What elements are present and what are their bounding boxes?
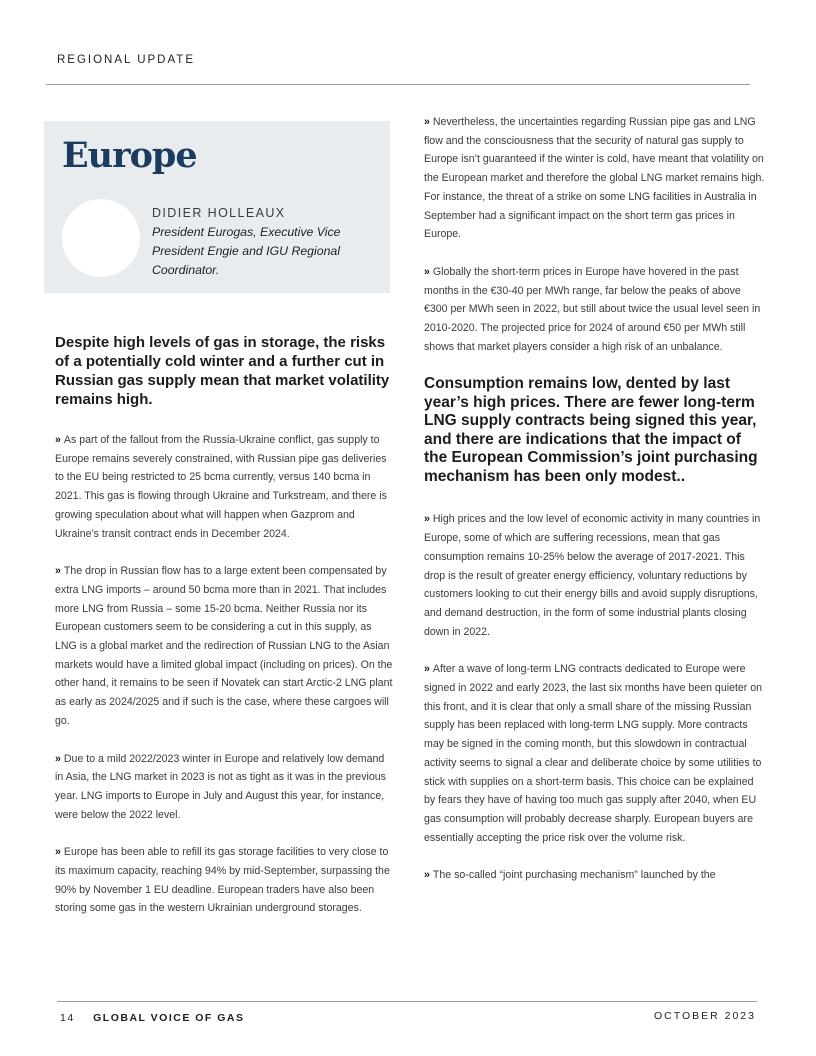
paragraph-text: After a wave of long-term LNG contracts dedicated to Europe were signed in 2022 and early 2023, the last six months have been quieter on this front, and it is clear that only a small share of the missing Russian supply has been replaced with long-term LNG supply. More contracts may be signed in the coming month, but this slowdown in contractual activity seems to signal a clear and deliberate choice by some utilities to stick with supplies on a short-term basis. This choice can be explained by fears they have of having too much gas supply after 2040, when EU gas consumption will probably decrease sharply. European buyers are essentially accepting the price risk over the volume risk. <box>424 663 763 844</box>
issue-date: OCTOBER 2023 <box>653 1010 756 1022</box>
paragraph-text: Due to a mild 2022/2023 winter in Europe and relatively low demand in Asia, the LNG market in 2023 is not as tight as it was in the previous year. LNG imports to Europe in July and August this year, for instance, were below the 2022 level. <box>55 752 386 821</box>
bullet-marker: » <box>424 513 430 526</box>
author-name: DIDIER HOLLEAUX <box>152 206 286 220</box>
author-photo-placeholder <box>62 199 140 277</box>
body-paragraph <box>424 660 766 847</box>
right-column <box>424 113 766 904</box>
body-paragraph <box>55 750 395 825</box>
region-title: Europe <box>62 135 197 176</box>
body-paragraph <box>55 843 395 918</box>
publication-name: GLOBAL VOICE OF GAS <box>93 1012 245 1024</box>
paragraph-text: Europe has been able to refill its gas storage facilities to very close to its maximum capacity, reaching 94% by mid-September, surpassing the 90% by November 1 EU deadline. European traders have also been storing some gas in the western Ukrainian underground storages. <box>55 846 390 915</box>
bullet-marker: » <box>55 752 61 765</box>
section-subheading: Consumption remains low, dented by last year’s high prices. There are fewer long-term LNG supply contracts being signed this year, and there are indications that the impact of the European Commission’s joint purchasing mechanism has been only modest.. <box>424 375 758 485</box>
body-paragraph <box>55 431 395 543</box>
body-paragraph <box>424 113 766 244</box>
bullet-marker: » <box>55 565 61 578</box>
paragraph-text: Nevertheless, the uncertainties regarding Russian pipe gas and LNG flow and the consciousness that the security of natural gas supply to Europe isn’t guaranteed if the winter is cold, have meant that volatility on the European market and therefore the global LNG market remains high. For instance, the threat of a strike on some LNG facilities in Australia in September had a significant impact on the short term gas prices in Europe. <box>424 116 765 241</box>
body-paragraph <box>424 263 766 357</box>
left-column <box>55 333 395 937</box>
bullet-marker: » <box>424 663 430 676</box>
bullet-marker: » <box>424 116 430 128</box>
page-number: 14 <box>60 1012 75 1024</box>
body-paragraph <box>55 562 395 730</box>
paragraph-text: The so-called “joint purchasing mechanism” launched by the <box>432 869 716 882</box>
bottom-divider <box>57 1001 757 1002</box>
bullet-marker: » <box>55 434 61 446</box>
bullet-marker: » <box>424 869 430 882</box>
paragraph-text: As part of the fallout from the Russia-Ukraine conflict, gas supply to Europe remains severely constrained, with Russian pipe gas deliveries to the EU being restricted to 25 bcma currently, versus 140 bcma in 2021. This gas is flowing through Ukraine and Turkstream, and there is growing speculation about what will happen when Gazprom and Ukraine’s transit contract ends in December 2024. <box>55 434 387 540</box>
paragraph-text: Globally the short-term prices in Europe have hovered in the past months in the €30-40 per MWh range, far below the peaks of above €300 per MWh seen in 2022, but still about twice the usual level seen in 2010-2020. The projected price for 2024 of around €50 per MWh still shows that market players consider a high risk of an unbalance. <box>424 265 761 353</box>
author-box <box>44 121 390 293</box>
lead-paragraph: Despite high levels of gas in storage, the risks of a potentially cold winter and a further cut in Russian gas supply mean that market volatility remains high. <box>55 334 390 408</box>
body-paragraph <box>424 510 766 641</box>
top-divider <box>46 84 750 85</box>
bullet-marker: » <box>424 265 430 278</box>
author-role: President Eurogas, Executive Vice President Engie and IGU Regional Coordinator. <box>152 225 341 277</box>
bullet-marker: » <box>55 846 61 859</box>
paragraph-text: High prices and the low level of economic activity in many countries in Europe, some of which are suffering recessions, mean that gas consumption remains 10-25% below the average of 2017-2021. This drop is the result of greater energy efficiency, voluntary reductions by customers looking to cut their energy bills and avoid supply disruptions, and demand destruction, in the form of some industrial plants closing down in 2022. <box>424 513 761 638</box>
section-label: REGIONAL UPDATE <box>57 54 195 66</box>
footer-left <box>60 1012 245 1024</box>
body-paragraph <box>424 866 766 885</box>
paragraph-text: The drop in Russian flow has to a large extent been compensated by extra LNG imports – around 50 bcma more than in 2021. That includes more LNG from Russia – some 15-20 bcma. Neither Russia nor its European customers seem to be considering a cut in this supply, as LNG is a global market and the redirection of Russian LNG to the Asian markets would have a limited global impact (including on prices). On the other hand, it remains to be seen if Novatek can start Arctic-2 LNG plant as early as 2024/2025 and if such is the case, where these cargoes will go. <box>55 565 393 727</box>
